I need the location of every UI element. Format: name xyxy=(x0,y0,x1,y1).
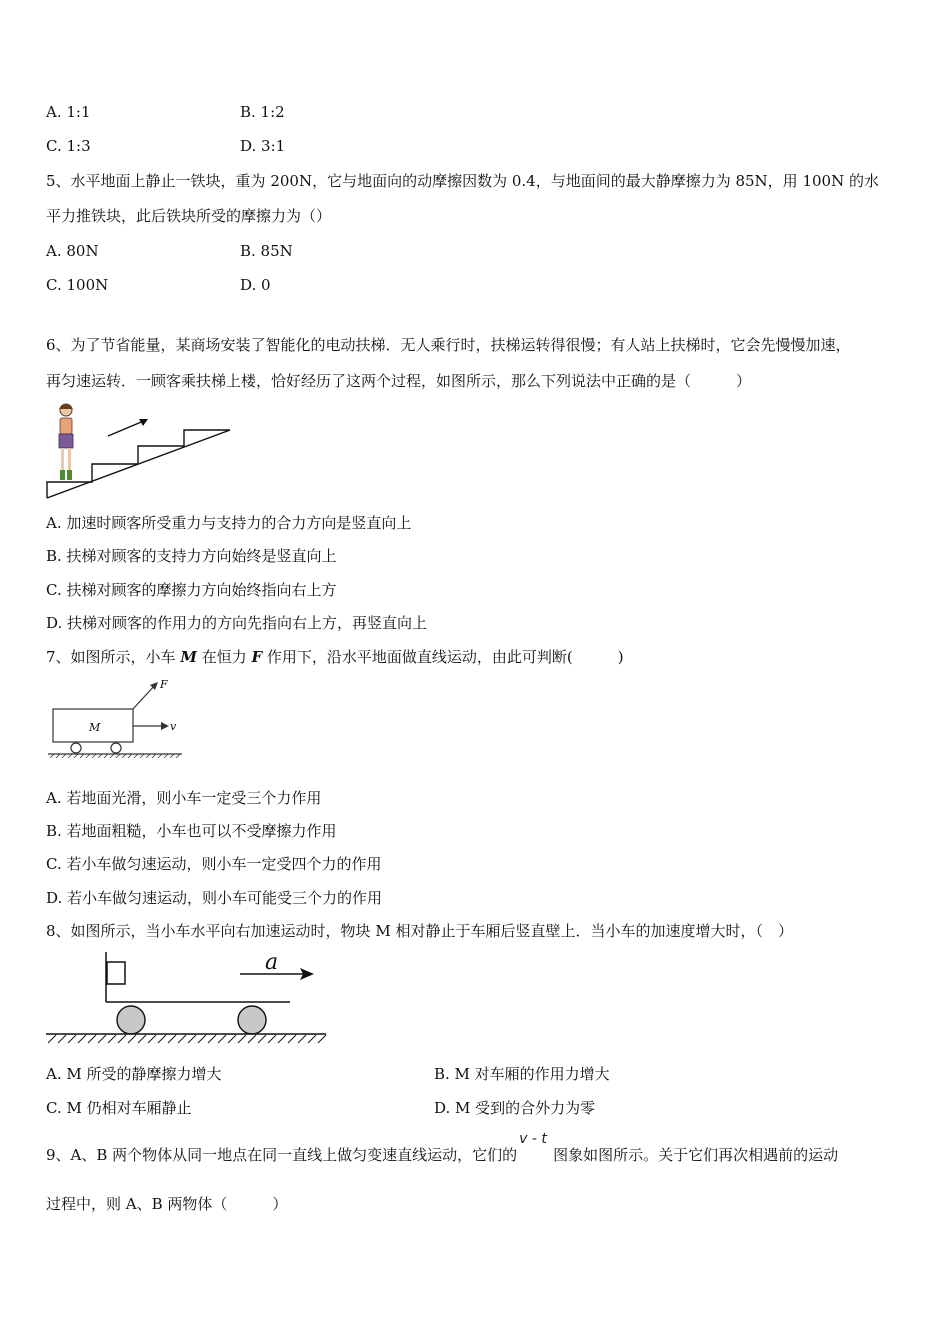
q9-stem-pre: 9、A、B 两个物体从同一地点在同一直线上做匀变速直线运动，它们的 xyxy=(46,1146,518,1164)
q9-stem-line1 xyxy=(46,1131,839,1165)
q9-vt-symbol: v - t xyxy=(519,1131,547,1147)
q7-option-a: A. 若地面光滑，则小车一定受三个力作用 xyxy=(46,789,322,807)
q7-option-c: C. 若小车做匀速运动，则小车一定受四个力的作用 xyxy=(46,855,382,873)
q5-option-b: B. 85N xyxy=(240,242,293,260)
q8-option-c: C. M 仍相对车厢静止 xyxy=(46,1099,192,1117)
q6-stem-line2: 再匀速运转．一顾客乘扶梯上楼，恰好经历了这两个过程，如图所示，那么下列说法中正确的是（ ） xyxy=(46,372,752,390)
q4-option-a: A. 1:1 xyxy=(46,103,91,121)
q7-option-d: D. 若小车做匀速运动，则小车可能受三个力的作用 xyxy=(46,889,383,907)
customer-figure-icon xyxy=(59,404,73,480)
q8-option-b: B. M 对车厢的作用力增大 xyxy=(434,1065,610,1083)
q7-stem-mid: 在恒力 xyxy=(196,648,252,666)
q8-option-d: D. M 受到的合外力为零 xyxy=(434,1099,596,1117)
q7-var-m: M xyxy=(180,648,197,666)
q4-option-b: B. 1:2 xyxy=(240,103,285,121)
mass-m-label: M xyxy=(89,721,101,734)
q9-vt-slot xyxy=(517,1131,553,1165)
q7-var-f: F xyxy=(251,648,263,666)
q4-option-d: D. 3:1 xyxy=(240,137,286,155)
q7-stem-post: 作用下，沿水平地面做直线运动，由此可判断( ) xyxy=(262,648,624,666)
q5-option-d: D. 0 xyxy=(240,276,271,294)
q6-option-c: C. 扶梯对顾客的摩擦力方向始终指向右上方 xyxy=(46,581,337,599)
q8-stem: 8、如图所示，当小车水平向右加速运动时，物块 M 相对静止于车厢后竖直壁上．当小车的加速度增大时，（ ） xyxy=(46,922,793,940)
acceleration-a-label: a xyxy=(265,950,279,975)
velocity-v-label: v xyxy=(170,720,177,733)
q7-option-b: B. 若地面粗糙，小车也可以不受摩擦力作用 xyxy=(46,822,337,840)
escalator-figure xyxy=(44,400,234,502)
q5-option-a: A. 80N xyxy=(46,242,99,260)
q5-stem-line1: 5、水平地面上静止一铁块，重为 200N，它与地面向的动摩擦因数为 0.4，与地面间的最大静摩擦力为 85N，用 100N 的水 xyxy=(46,172,879,190)
q9-stem-line2: 过程中，则 A、B 两物体（ ） xyxy=(46,1195,288,1213)
q5-stem-line2: 平力推铁块，此后铁块所受的摩擦力为（） xyxy=(46,207,332,225)
q5-option-c: C. 100N xyxy=(46,276,109,294)
q6-option-d: D. 扶梯对顾客的作用力的方向先指向右上方，再竖直向上 xyxy=(46,614,428,632)
q6-option-a: A. 加速时顾客所受重力与支持力的合力方向是竖直向上 xyxy=(46,514,412,532)
q9-stem-post: 图象如图所示。关于它们再次相遇前的运动 xyxy=(553,1146,839,1164)
q6-option-b: B. 扶梯对顾客的支持力方向始终是竖直向上 xyxy=(46,547,337,565)
q8-option-a: A. M 所受的静摩擦力增大 xyxy=(46,1065,222,1083)
q7-stem-pre: 7、如图所示，小车 xyxy=(46,648,181,666)
cart-force-figure xyxy=(44,676,194,762)
force-f-label: F xyxy=(160,678,168,691)
q6-stem-line1: 6、为了节省能量，某商场安装了智能化的电动扶梯．无人乘行时，扶梯运转得很慢；有人站上扶梯时，它会先慢慢加速， xyxy=(46,336,851,354)
q7-stem xyxy=(46,647,624,667)
cart-acceleration-figure xyxy=(44,948,334,1048)
q4-option-c: C. 1:3 xyxy=(46,137,91,155)
